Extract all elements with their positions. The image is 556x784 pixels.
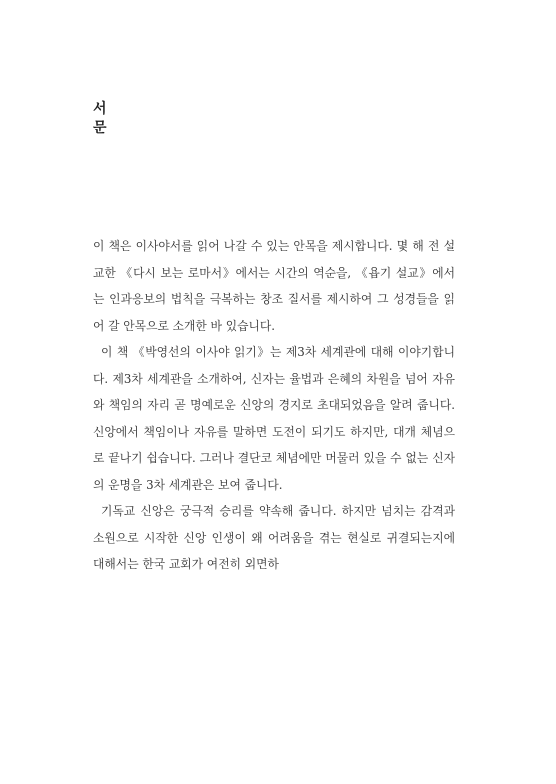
chapter-heading [93,100,113,138]
heading-char-1: 서 [93,101,107,117]
paragraph-2: 이 책 《박영선의 이사야 읽기》는 제3차 세계관에 대해 이야기합니다. 제3차 세계관을 소개하여, 신자는 율법과 은혜의 차원을 넘어 자유와 책임의 자리 곧 명예로운 신앙의 경지로 초대되었음을 알려 줍니다. 신앙에서 책임이나 자유를 말하면 도전이 되기도 하지만, 대개 체념으로 끝나기 쉽습니다. 그러나 결단코 체념에만 머물러 있을 수 없는 신자의 운명을 3차 세계관은 보여 줍니다. [93,345,455,492]
body-text [93,233,455,578]
paragraph-1: 이 책은 이사야서를 읽어 나갈 수 있는 안목을 제시합니다. 몇 해 전 설교한 《다시 보는 로마서》에서는 시간의 역순을, 《욥기 설교》에서는 인과응보의 법칙을 극복하는 창조 질서를 제시하여 그 성경들을 읽어 갈 안목으로 소개한 바 있습니다. [93,239,455,333]
paragraph-3: 기독교 신앙은 궁극적 승리를 약속해 줍니다. 하지만 넘치는 감격과 소원으로 시작한 신앙 인생이 왜 어려움을 겪는 현실로 귀결되는지에 대해서는 한국 교회가 여전히 외면하 [93,504,455,571]
heading-char-2: 문 [93,120,107,136]
